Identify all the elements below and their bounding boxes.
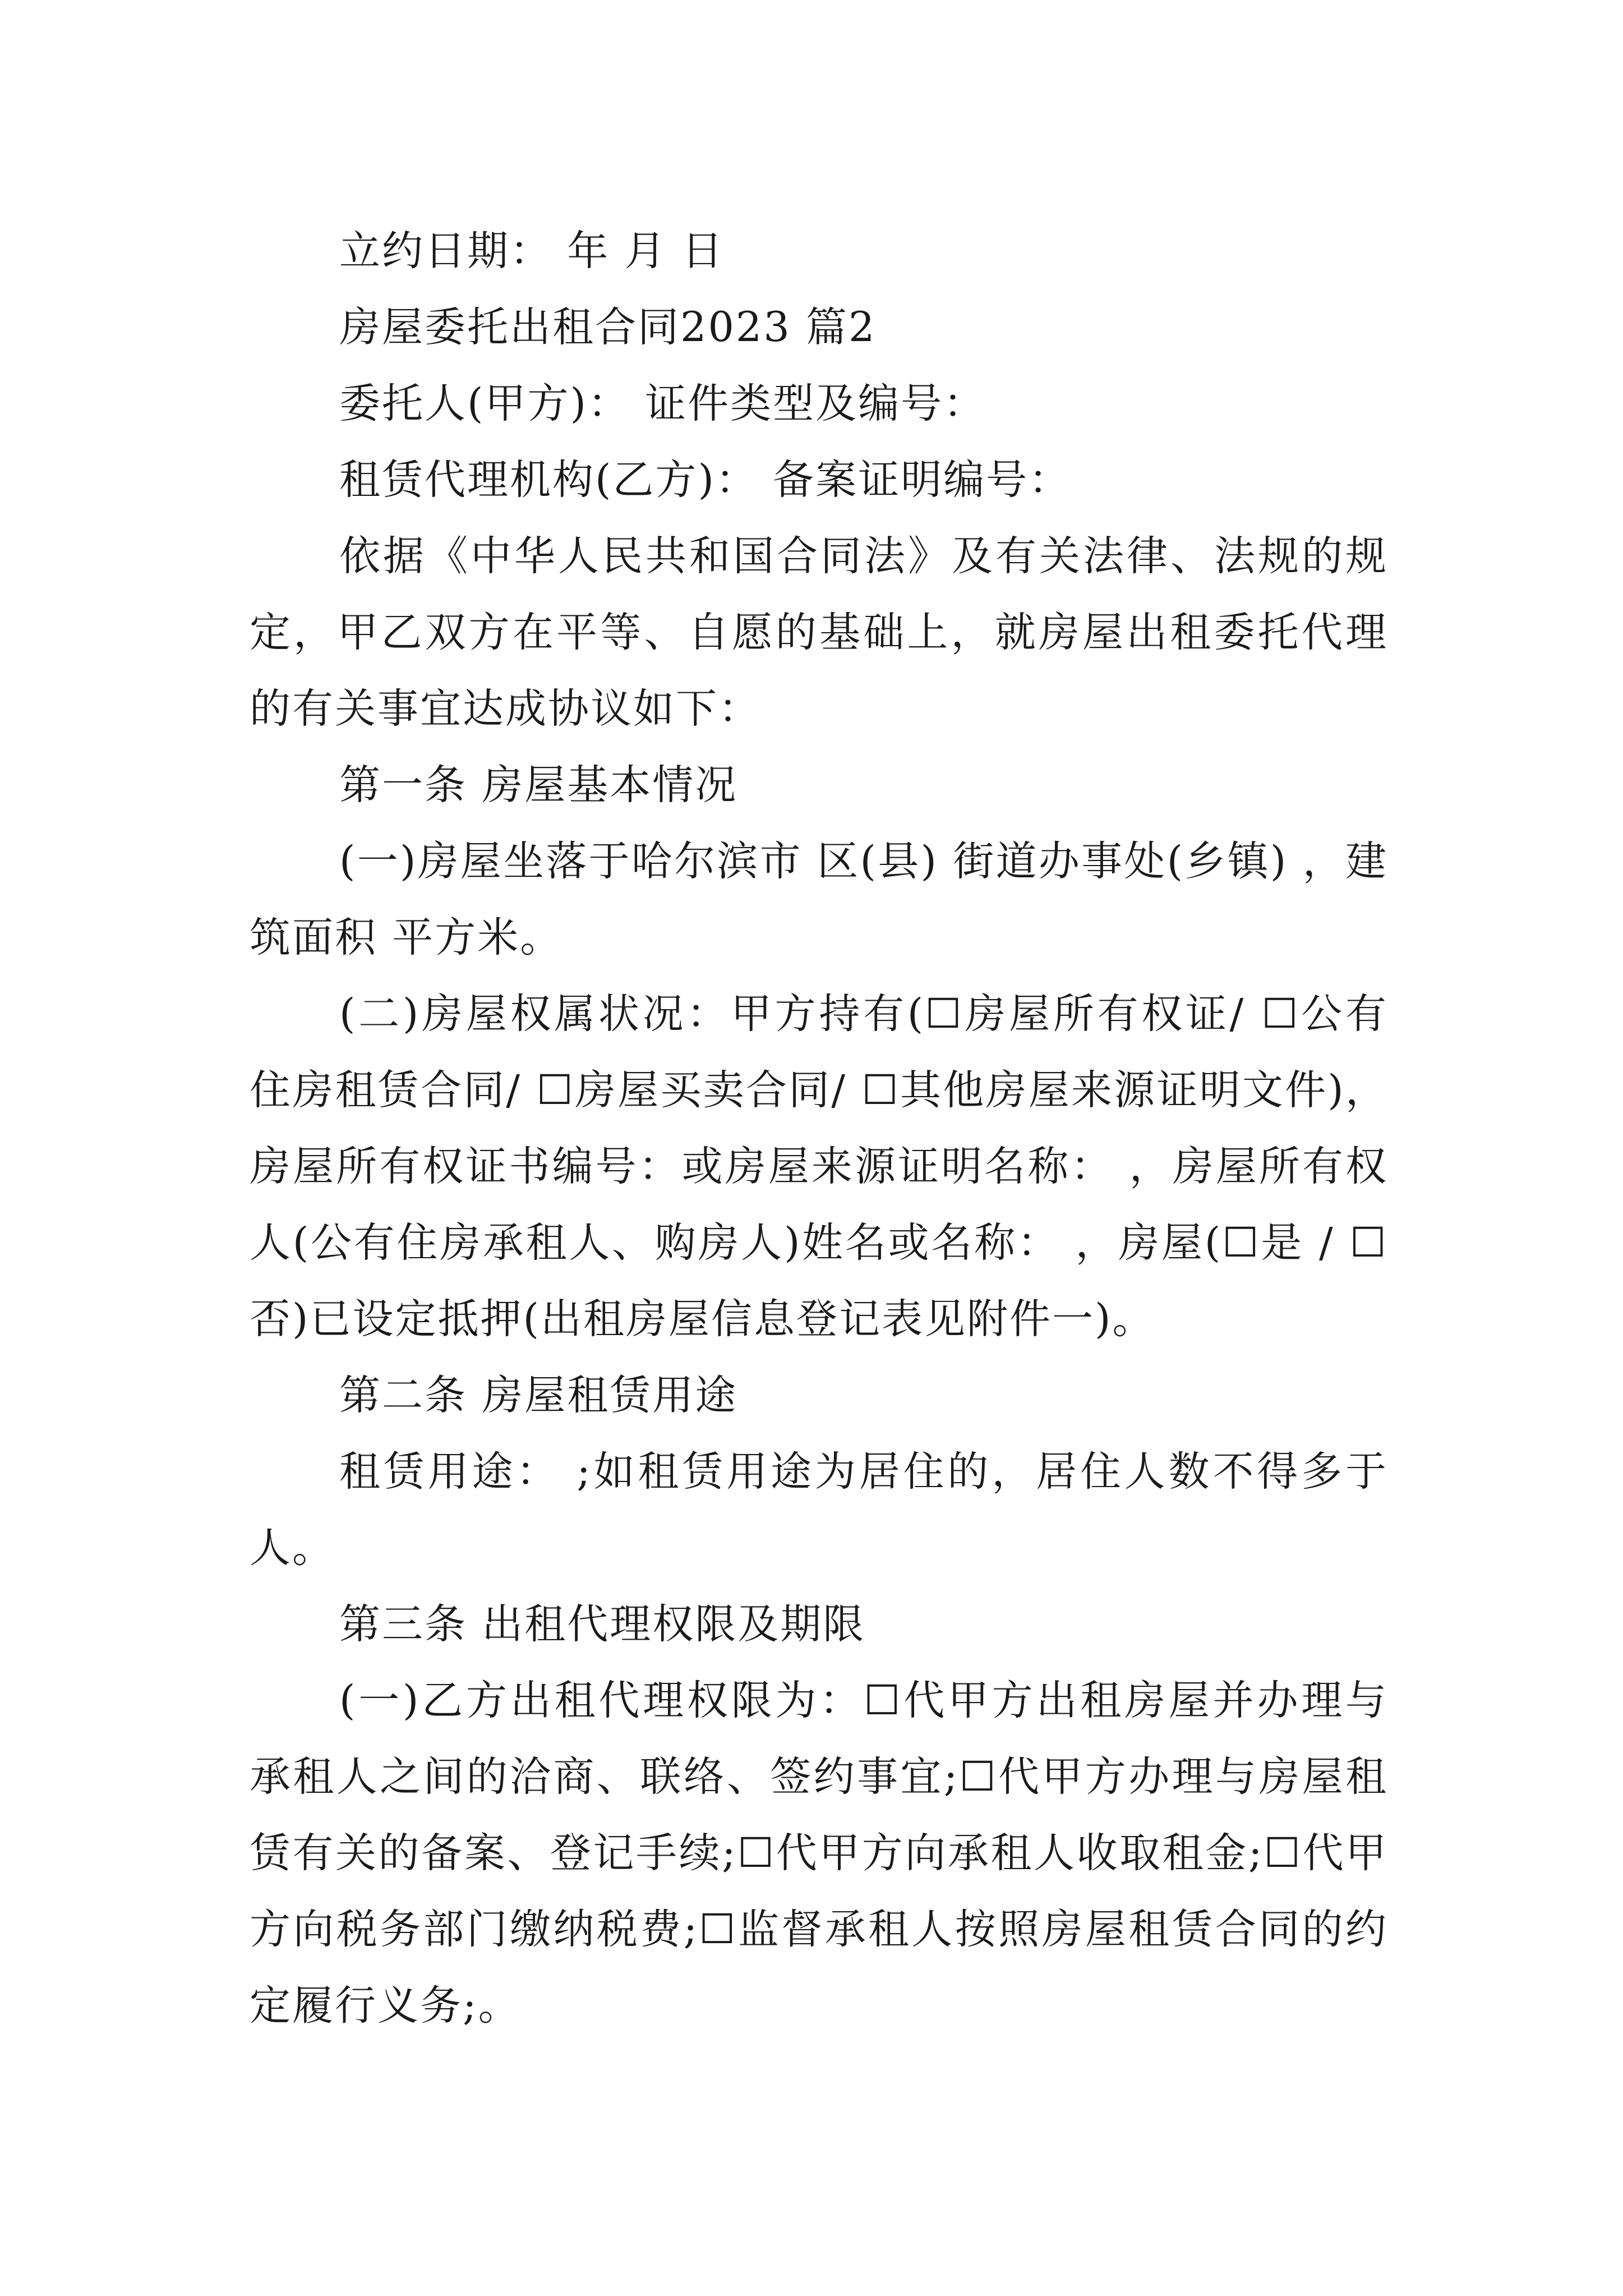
document-body bbox=[250, 213, 1388, 2044]
article-3-clause-1: (一)乙方出租代理权限为：☐代甲方出租房屋并办理与承租人之间的洽商、联络、签约事宜;☐代甲方办理与房屋租赁有关的备案、登记手续;☐代甲方向承租人收取租金;☐代甲方向税务部门缴纳税费;☐监督承租人按照房屋租赁合同的约定履行义务;。 bbox=[250, 1677, 1388, 2030]
preamble-paragraph: 依据《中华人民共和国合同法》及有关法律、法规的规定，甲乙双方在平等、自愿的基础上，就房屋出租委托代理的有关事宜达成协议如下： bbox=[250, 532, 1388, 733]
article-1-heading: 第一条 房屋基本情况 bbox=[339, 761, 738, 809]
article-2-clause: 租赁用途： ;如租赁用途为居住的，居住人数不得多于 人。 bbox=[250, 1448, 1388, 1572]
contract-title: 房屋委托出租合同2023 篇2 bbox=[339, 303, 877, 351]
article-1-clause-1: (一)房屋坐落于哈尔滨市 区(县) 街道办事处(乡镇) ，建筑面积 平方米。 bbox=[250, 838, 1388, 961]
article-2-heading: 第二条 房屋租赁用途 bbox=[339, 1372, 738, 1419]
article-3-heading: 第三条 出租代理权限及期限 bbox=[339, 1600, 866, 1648]
signing-date-line: 立约日期： 年 月 日 bbox=[339, 227, 725, 275]
agent-party-b-line: 租赁代理机构(乙方)： 备案证明编号： bbox=[339, 456, 1072, 504]
article-1-clause-2: (二)房屋权属状况：甲方持有(☐房屋所有权证/ ☐公有住房租赁合同/ ☐房屋买卖合同/ ☐其他房屋来源证明文件)，房屋所有权证书编号：或房屋来源证明名称： ，房屋所有权人(公有住房承租人、购房人)姓名或名称： ，房屋(☐是 / ☐否)已设定抵押(出租房屋信息登记表见附件一)。 bbox=[250, 990, 1388, 1343]
principal-party-a-line: 委托人(甲方)： 证件类型及编号： bbox=[339, 380, 986, 427]
